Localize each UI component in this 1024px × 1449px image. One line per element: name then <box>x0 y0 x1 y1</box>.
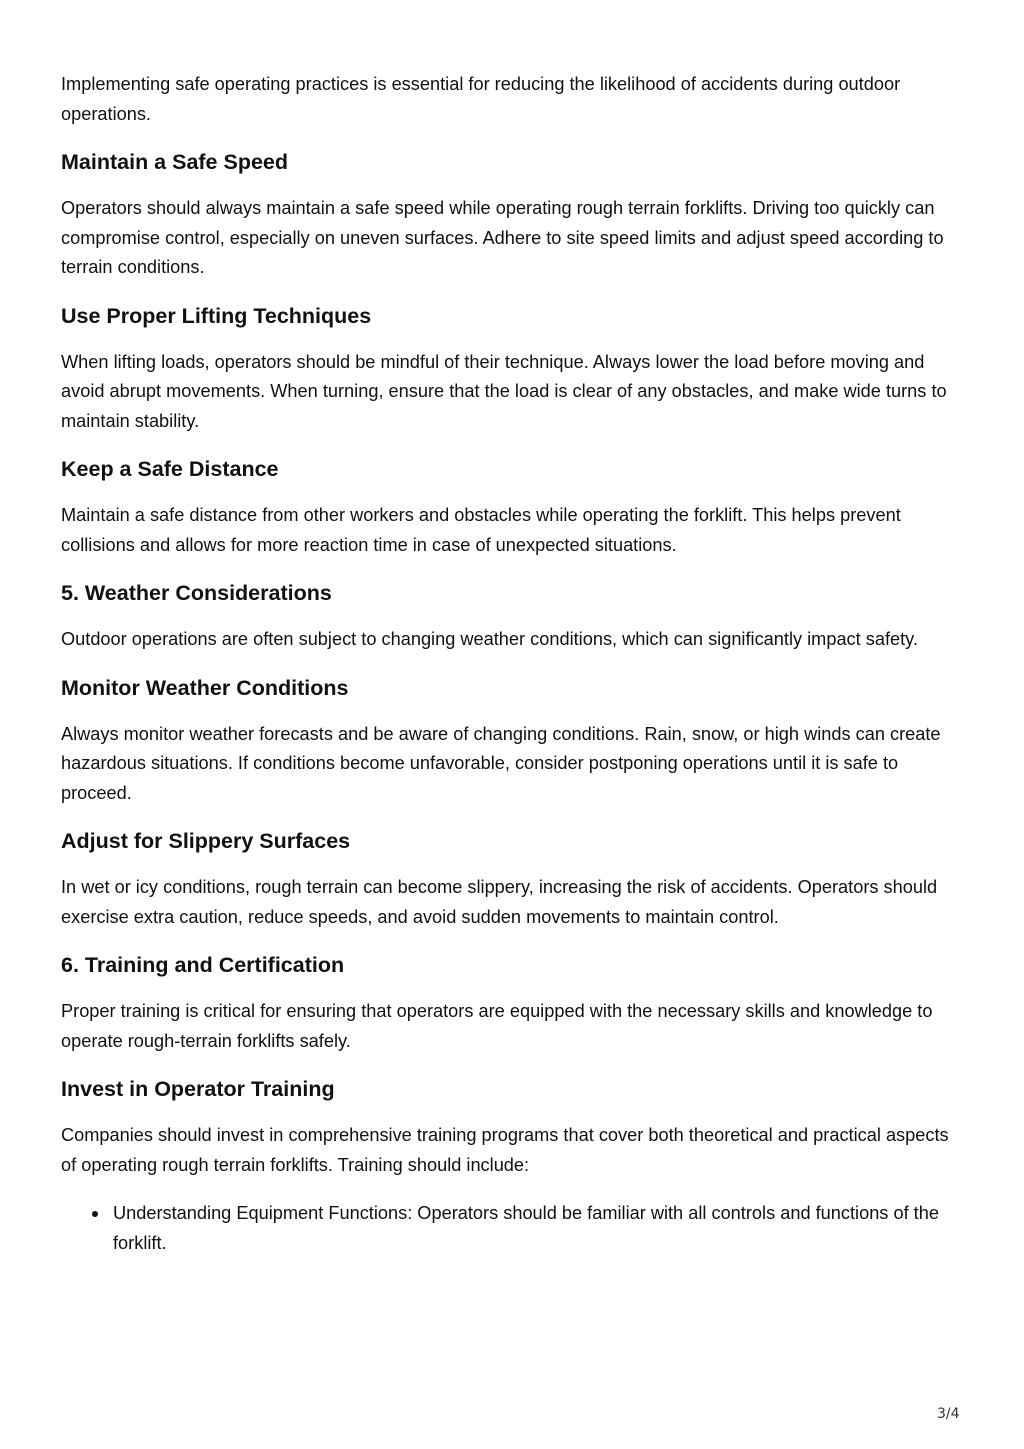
section-text-training-certification: Proper training is critical for ensuring that operators are equipped with the necessary skills and knowledge to operate rough-terrain forklifts safely. <box>61 1001 933 1051</box>
section-text-safe-distance: Maintain a safe distance from other workers and obstacles while operating the forklift. This helps prevent collisions and allows for more reaction time in case of unexpected situations. <box>61 505 901 555</box>
section-heading-safe-distance: Keep a Safe Distance <box>61 457 279 481</box>
section-heading-monitor-weather: Monitor Weather Conditions <box>61 675 349 700</box>
section-heading-training-certification: 6. Training and Certification <box>61 953 345 977</box>
section-heading-weather-considerations: 5. Weather Considerations <box>61 581 332 605</box>
section-heading-lifting-techniques: Use Proper Lifting Techniques <box>61 303 372 328</box>
intro-paragraph: Implementing safe operating practices is essential for reducing the likelihood of accidents during outdoor operations. <box>61 74 901 124</box>
document-body <box>61 70 966 1258</box>
section-heading-slippery-surfaces: Adjust for Slippery Surfaces <box>61 829 351 853</box>
list-item-text: Understanding Equipment Functions: Operators should be familiar with all controls and functions of the forklift. <box>113 1203 939 1253</box>
section-text-safe-speed: Operators should always maintain a safe speed while operating rough terrain forklifts. Driving too quickly can compromise control, especially on uneven surfaces. Adhere to site speed limits and adjust speed according to terrain conditions. <box>61 198 944 277</box>
section-text-operator-training: Companies should invest in comprehensive training programs that cover both theoretical and practical aspects of operating rough terrain forklifts. Training should include: <box>61 1125 949 1175</box>
section-text-weather-considerations: Outdoor operations are often subject to changing weather conditions, which can significantly impact safety. <box>61 629 918 649</box>
section-heading-operator-training: Invest in Operator Training <box>61 1077 335 1101</box>
list-item <box>61 1199 966 1258</box>
section-text-monitor-weather: Always monitor weather forecasts and be aware of changing conditions. Rain, snow, or high winds can create hazardous situations. If conditions become unfavorable, consider postponing operations until it is safe to proceed. <box>61 723 941 803</box>
section-text-lifting-techniques: When lifting loads, operators should be mindful of their technique. Always lower the load before moving and avoid abrupt movements. When turning, ensure that the load is clear of any obstacles, and make wide turns to maintain stability. <box>61 351 947 431</box>
section-heading-safe-speed: Maintain a Safe Speed <box>61 150 289 174</box>
training-bullet-list <box>61 1199 966 1258</box>
page-number: 3/4 <box>937 1406 960 1422</box>
bullet-icon <box>92 1211 98 1217</box>
section-text-slippery-surfaces: In wet or icy conditions, rough terrain can become slippery, increasing the risk of accidents. Operators should exercise extra caution, reduce speeds, and avoid sudden movements to maintain control. <box>61 877 938 927</box>
